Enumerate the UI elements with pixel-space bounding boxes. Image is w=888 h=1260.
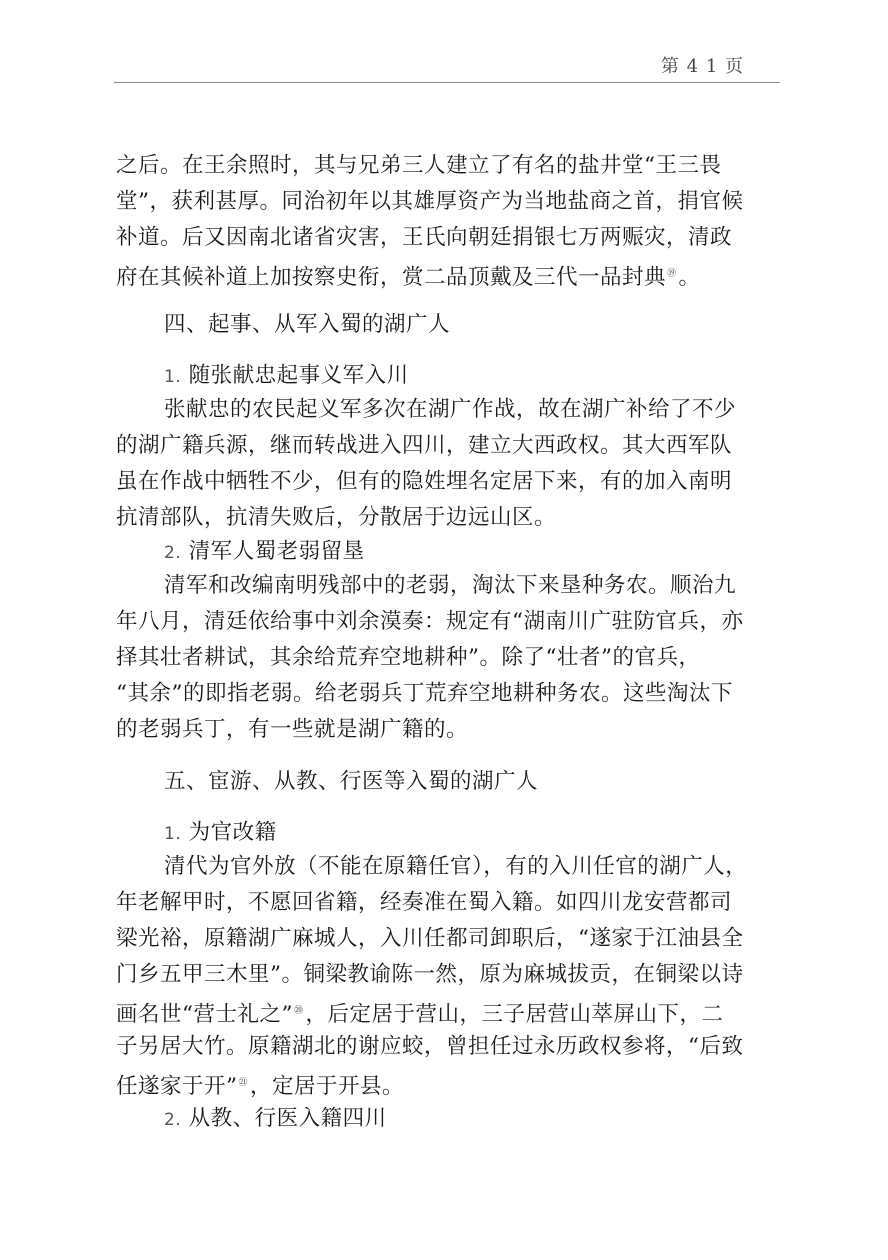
paragraph-line: 之后。在王余照时，其与兄弟三人建立了有名的盐井堂“王三畏 bbox=[116, 153, 722, 178]
subsection-title: 随张献忠起事义军入川 bbox=[188, 363, 409, 388]
paragraph-line: “其余”的即指老弱。给老弱兵丁荒弃空地耕种务农。这些淘汰下 bbox=[116, 681, 733, 706]
footnote-marker: ⑲ bbox=[667, 269, 677, 279]
paragraph-line: 抗清部队，抗清失败后，分散居于边远山区。 bbox=[116, 505, 557, 530]
subsection-title: 清军人蜀老弱留垦 bbox=[188, 539, 365, 564]
subsection-heading bbox=[164, 818, 277, 849]
line-text: ，定居于开县。 bbox=[250, 1074, 405, 1100]
section-heading: 四、起事、从军入蜀的湖广人 bbox=[164, 312, 451, 337]
page-header bbox=[114, 50, 780, 83]
subsection-number: 2. bbox=[164, 543, 182, 563]
paragraph-line bbox=[116, 996, 724, 1030]
subsection-number: 1. bbox=[164, 367, 182, 387]
paragraph-line: 梁光裕，原籍湖广麻城人，入川任都司卸职后，“遂家于江油县全 bbox=[116, 926, 744, 951]
footnote-marker: ㉑ bbox=[238, 1078, 249, 1088]
paragraph-line bbox=[116, 1068, 404, 1102]
subsection-heading bbox=[164, 1104, 387, 1135]
footnote-marker: ⑳ bbox=[293, 1006, 304, 1016]
paragraph-line bbox=[116, 259, 701, 293]
paragraph-line: 补道。后又因南北诸省灾害，王氏向朝廷捐银七万两赈灾，清政 bbox=[116, 225, 733, 250]
subsection-heading bbox=[164, 537, 365, 568]
line-text: 任遂家于开” bbox=[116, 1074, 238, 1100]
subsection-title: 从教、行医入籍四川 bbox=[188, 1106, 387, 1131]
line-text: 画名世“营士礼之” bbox=[116, 1002, 293, 1028]
paragraph-line: 的老弱兵丁，有一些就是湖广籍的。 bbox=[116, 717, 469, 742]
paragraph-line: 年老解甲时，不愿回省籍，经奏准在蜀入籍。如四川龙安营都司 bbox=[116, 890, 733, 915]
paragraph-line: 虽在作战中牺牲不少，但有的隐姓埋名定居下来，有的加入南明 bbox=[116, 469, 733, 494]
line-text: ，后定居于营山，三子居营山萃屏山下，二 bbox=[305, 1002, 724, 1028]
page-number: 第 4 1 页 bbox=[660, 56, 744, 77]
subsection-number: 1. bbox=[164, 824, 182, 844]
paragraph-line: 的湖广籍兵源，继而转战进入四川，建立大西政权。其大西军队 bbox=[116, 433, 733, 458]
paragraph-line: 门乡五甲三木里”。铜梁教谕陈一然，原为麻城拔贡，在铜梁以诗 bbox=[116, 962, 744, 987]
paragraph-line: 堂”，获利甚厚。同治初年以其雄厚资产为当地盐商之首，捐官候 bbox=[116, 189, 744, 214]
subsection-heading bbox=[164, 361, 409, 392]
subsection-number: 2. bbox=[164, 1110, 182, 1130]
line-text: 府在其候补道上加按察史衔，赏二品顶戴及三代一品封典 bbox=[116, 265, 667, 291]
section-heading: 五、宦游、从教、行医等入蜀的湖广人 bbox=[164, 769, 539, 794]
paragraph-line: 择其壮者耕试，其余给荒弃空地耕种”。除了“壮者”的官兵， bbox=[116, 645, 701, 670]
paragraph-line: 子另居大竹。原籍湖北的谢应蛟，曾担任过永历政权参将，“后致 bbox=[116, 1034, 744, 1059]
subsection-title: 为官改籍 bbox=[188, 820, 277, 845]
line-text: 。 bbox=[678, 265, 701, 291]
paragraph-line: 清军和改编南明残部中的老弱，淘汰下来垦种务农。顺治九 bbox=[164, 573, 737, 598]
paragraph-line: 张献忠的农民起义军多次在湖广作战，故在湖广补给了不少 bbox=[164, 397, 737, 422]
paragraph-line: 清代为官外放（不能在原籍任官），有的入川任官的湖广人， bbox=[164, 854, 748, 879]
paragraph-line: 年八月，清廷依给事中刘余漠奏：规定有“湖南川广驻防官兵，亦 bbox=[116, 609, 744, 634]
